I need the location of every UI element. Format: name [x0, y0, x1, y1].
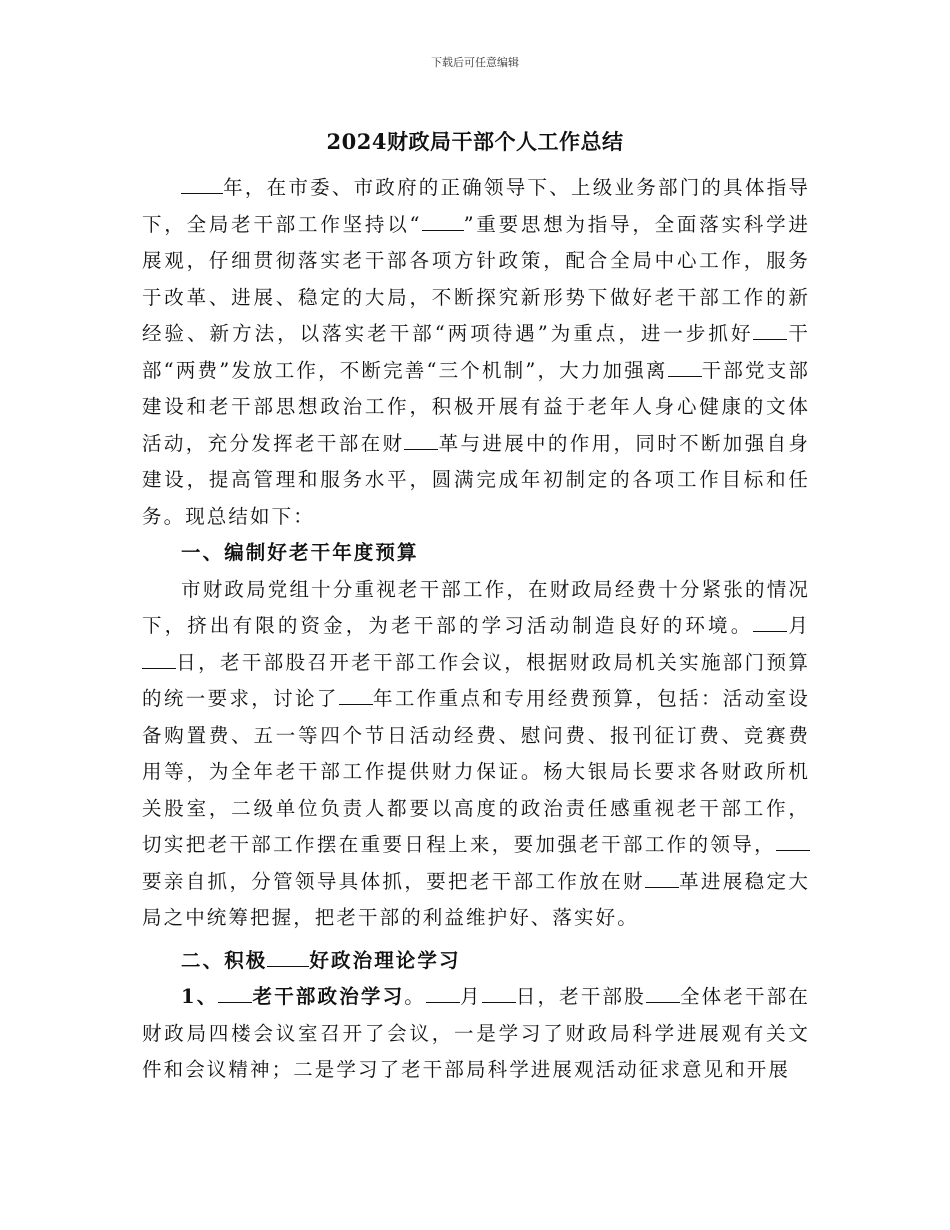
- text-run: 年工作重点和专用经费预算，包括：活动室设备购置费、五一等四个节日活动经费、慰问费、报刊征订费、竞赛费用等，为全年老干部工作提供财力保证。杨大银局长要求各财政所机关股室，二级单位负责人都要以高度的政治责任感重视老干部工作，切实把老干部工作摆在重要日程上来，要加强老干部工作的领导，: [142, 687, 810, 856]
- blank-line: [482, 983, 516, 1003]
- blank-line: [668, 357, 702, 377]
- page-title: 2024财政局干部个人工作总结: [326, 129, 624, 154]
- blank-line: [753, 320, 787, 340]
- item-number: 1、: [181, 985, 219, 1008]
- text-run: 要亲自抓，分管领导具体抓，要把老干部工作放在财: [142, 869, 645, 893]
- blank-line: [776, 831, 810, 851]
- text-run: 好政治理论学习: [309, 948, 461, 972]
- blank-line: [753, 612, 787, 632]
- blank-line: [404, 430, 438, 450]
- blank-line: [142, 649, 176, 669]
- text-run: 月: [787, 614, 811, 637]
- text-run: 年，在市委、市政府的正确领导下、上级业务部门的具体指导下，全局老干部工作坚持以“: [142, 176, 810, 236]
- item-heading: 老干部政治学习: [252, 985, 405, 1008]
- blank-line: [218, 983, 252, 1003]
- text-run: 革进展稳定大局之中统筹把握，把老干部的利益维护好、落实好。: [142, 869, 810, 929]
- section1-paragraph: [142, 572, 810, 937]
- blank-line: [181, 174, 223, 194]
- text-run: ”重要思想为指导，全面落实科学进展观，仔细贯彻落实老干部各项方针政策，配合全局中心工作，服务于改革、进展、稳定的大局，不断探究新形势下做好老干部工作的新经验、新方法，以落实老干部“两项待遇”为重点，进一步抓好: [142, 212, 810, 345]
- section-heading-2: [142, 943, 810, 980]
- document-body: [142, 170, 810, 1089]
- blank-line: [646, 983, 680, 1003]
- text-run: 干部党支部建设和老干部思想政治工作，积极开展有益于老年人身心健康的文体活动，充分发挥老干部在财: [142, 358, 810, 455]
- header-note: 下载后可任意编辑: [431, 56, 519, 69]
- blank-line: [422, 211, 464, 231]
- text-run: 二、积极: [181, 948, 268, 972]
- blank-line: [267, 947, 309, 967]
- text-run: 市财政局党组十分重视老干部工作，在财政局经费十分紧张的情况下，挤出有限的资金，为老干部的学习活动制造良好的环境。: [142, 577, 810, 637]
- intro-paragraph: [142, 170, 810, 535]
- text-run: 月: [459, 985, 482, 1008]
- text-run: 日，老干部股: [515, 985, 646, 1008]
- text-run: 全体老干部在财政局四楼会议室召开了会议，一是学习了财政局科学进展观有关文件和会议精神；二是学习了老干部局科学进展观活动征求意见和开展: [142, 985, 810, 1081]
- blank-line: [645, 868, 679, 888]
- section2-paragraph: [142, 979, 810, 1089]
- blank-line: [339, 685, 373, 705]
- text-run: 日，老干部股召开老干部工作会议，根据财政局机关实施部门预算的统一要求，讨论了: [142, 650, 810, 710]
- text-run: 革与进展中的作用，同时不断加强自身建设，提高管理和服务水平，圆满完成年初制定的各项工作目标和任务。现总结如下：: [142, 431, 810, 528]
- text-run: 干部“两费”发放工作，不断完善“三个机制”，大力加强离: [142, 322, 810, 382]
- section-heading-1: 一、编制好老干年度预算: [181, 541, 419, 564]
- blank-line: [426, 983, 460, 1003]
- text-run: 。: [404, 985, 426, 1008]
